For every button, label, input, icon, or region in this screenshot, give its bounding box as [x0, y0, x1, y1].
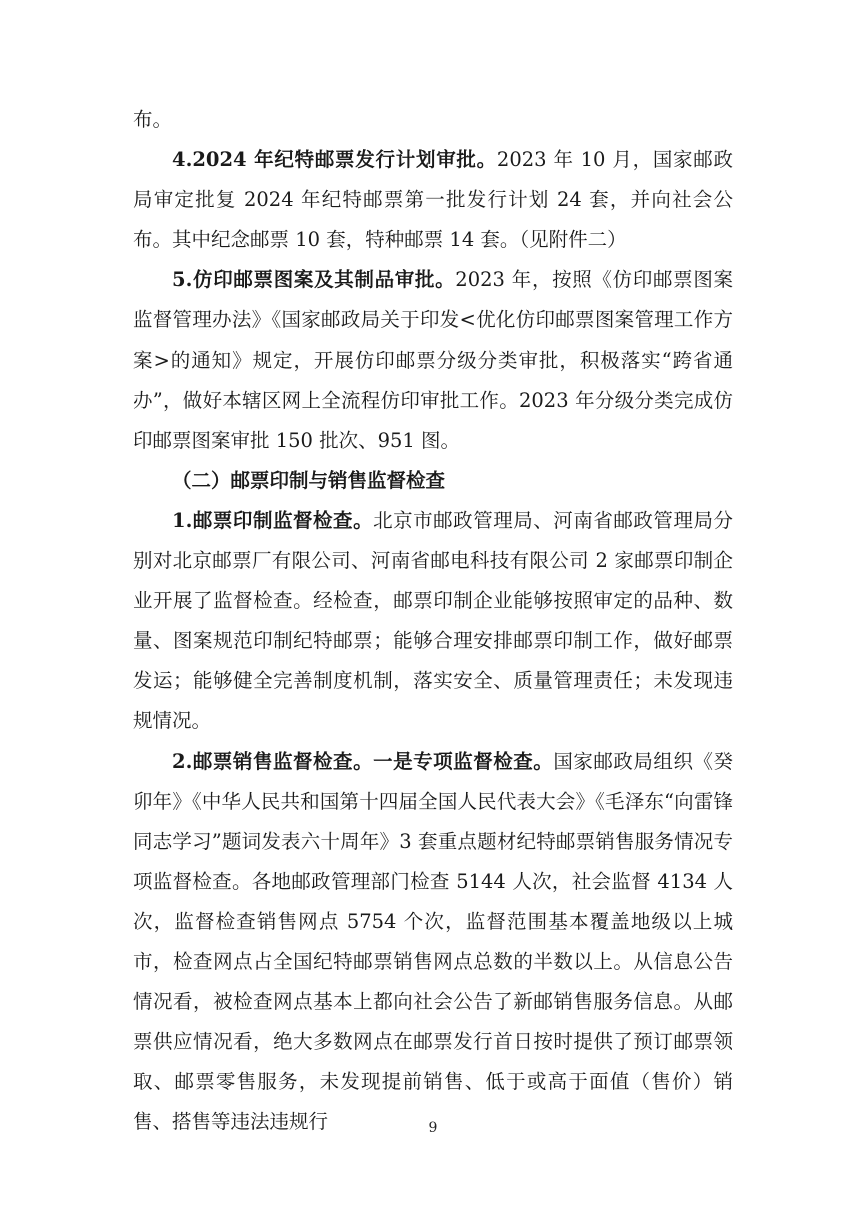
body-text	[133, 100, 733, 1142]
paragraph-heading: 2.邮票销售监督检查。一是专项监督检查。	[172, 749, 554, 773]
paragraph-heading: 1.邮票印制监督检查。	[172, 508, 374, 532]
paragraph-body: 北京市邮政管理局、河南省邮政管理局分别对北京邮票厂有限公司、河南省邮电科技有限公司 2 家邮票印制企业开展了监督检查。经检查，邮票印制企业能够按照审定的品种、数量、图案规范印制纪特邮票；能够合理安排邮票印制工作，做好邮票发运；能够健全完善制度机制，落实安全、质量管理责任；未发现违规情况。	[133, 508, 733, 733]
section-heading: （二）邮票印制与销售监督检查	[172, 468, 446, 492]
paragraph-printing-inspection	[133, 501, 733, 742]
paragraph-heading: 5.仿印邮票图案及其制品审批。	[172, 268, 456, 292]
paragraph-replica-approval	[133, 260, 733, 460]
page-number: 9	[428, 1120, 438, 1136]
paragraph-stamp-plan-approval	[133, 140, 733, 260]
paragraph-continuation: 布。	[133, 108, 173, 131]
paragraph-body: 2023 年 10 月，国家邮政局审定批复 2024 年纪特邮票第一批发行计划 24 套，并向社会公布。其中纪念邮票 10 套，特种邮票 14 套。（见附件二）	[133, 148, 733, 252]
paragraph-sales-inspection	[133, 742, 733, 1143]
paragraph-heading: 4.2024 年纪特邮票发行计划审批。	[172, 148, 497, 172]
paragraph-body: 国家邮政局组织《癸卯年》《中华人民共和国第十四届全国人民代表大会》《毛泽东“向雷锋同志学习”题词发表六十周年》3 套重点题材纪特邮票销售服务情况专项监督检查。各地邮政管理部门检查 5144 人次，社会监督 4134 人次，监督检查销售网点 5754 个次，监督范围基本覆盖地级以上城市，检查网点占全国纪特邮票销售网点总数的半数以上。从信息公告情况看，被检查网点基本上都向社会公告了新邮销售服务信息。从邮票供应情况看，绝大多数网点在邮票发行首日按时提供了预订邮票领取、邮票零售服务，未发现提前销售、低于或高于面值（售价）销售、搭售等违法违规行	[133, 749, 733, 1134]
paragraph-body: 2023 年，按照《仿印邮票图案监督管理办法》《国家邮政局关于印发<优化仿印邮票图案管理工作方案>的通知》规定，开展仿印邮票分级分类审批，积极落实“跨省通办”，做好本辖区网上全流程仿印审批工作。2023 年分级分类完成仿印邮票图案审批 150 批次、951 图。	[133, 268, 734, 452]
